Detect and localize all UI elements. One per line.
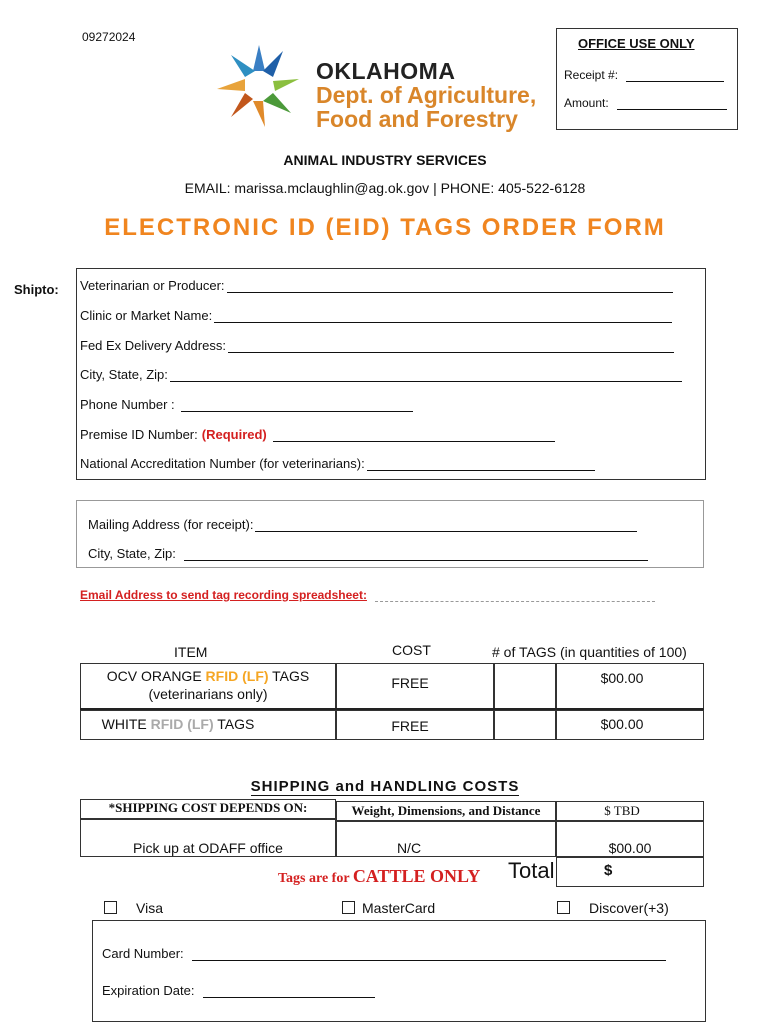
oklahoma-star-logo-icon [214, 40, 304, 130]
depends-label: *SHIPPING COST DEPENDS ON: [108, 800, 308, 815]
mailing-city-field [88, 546, 648, 561]
document-code: 09272024 [82, 30, 136, 44]
clinic-field [80, 308, 672, 323]
phone-line[interactable] [181, 399, 413, 412]
city-field [80, 367, 682, 382]
receipt-label: Receipt #: [564, 68, 619, 82]
pickup-amount: $00.00 [608, 840, 652, 856]
amount-line[interactable] [617, 99, 727, 110]
total-value: $ [604, 862, 613, 879]
item-orange-sub: (veterinarians only) [148, 686, 268, 702]
tbd-value: $ TBD [604, 803, 640, 818]
pickup-cost: N/C [396, 840, 422, 856]
mailing-address-label: Mailing Address (for receipt): [88, 517, 254, 532]
vet-producer-field [80, 278, 673, 293]
expiration-field [102, 983, 375, 998]
mailing-city-label: City, State, Zip: [88, 546, 176, 561]
mastercard-label: MasterCard [362, 900, 436, 916]
item-white-rfid: RFID (LF) [150, 716, 214, 732]
receipt-line[interactable] [626, 71, 724, 82]
email-spreadsheet-label: Email Address to send tag recording spreadsheet: [80, 588, 367, 602]
form-title: ELECTRONIC ID (EID) TAGS ORDER FORM [104, 214, 666, 241]
mailing-address-field [88, 517, 637, 532]
clinic-line[interactable] [214, 310, 672, 323]
card-number-line[interactable] [192, 948, 666, 961]
vet-producer-label: Veterinarian or Producer: [80, 278, 225, 293]
accreditation-label: National Accreditation Number (for veterinarians): [80, 456, 365, 471]
item-orange-post: TAGS [268, 668, 310, 684]
visa-label: Visa [136, 900, 163, 916]
premise-required: (Required) [201, 427, 267, 442]
item-white-post: TAGS [213, 716, 255, 732]
mailing-address-line[interactable] [255, 519, 637, 532]
agency-line-2: Dept. of Agriculture, [316, 82, 537, 108]
item-orange-rfid: RFID (LF) [205, 668, 269, 684]
item-orange-text [80, 668, 336, 684]
cattle-note-pre: Tags are for [278, 871, 353, 886]
receipt-field [564, 68, 724, 82]
qty-cell-orange[interactable] [494, 663, 556, 709]
shipping-title [0, 778, 770, 795]
amount-field [564, 96, 727, 110]
fedex-label: Fed Ex Delivery Address: [80, 338, 226, 353]
cattle-note [278, 866, 480, 887]
department-title: ANIMAL INDUSTRY SERVICES [283, 152, 487, 168]
qty-cell-white[interactable] [494, 710, 556, 740]
amount-label: Amount: [564, 96, 609, 110]
amount-orange: $00.00 [600, 670, 644, 686]
clinic-label: Clinic or Market Name: [80, 308, 213, 323]
premise-line[interactable] [273, 429, 555, 442]
total-label: Total [508, 858, 555, 883]
accreditation-field [80, 456, 595, 471]
item-orange-pre: OCV ORANGE [106, 668, 206, 684]
accreditation-line[interactable] [367, 458, 595, 471]
total-cell [556, 857, 704, 887]
shipping-title-text: SHIPPING and HANDLING COSTS [250, 778, 520, 795]
vet-producer-line[interactable] [227, 280, 673, 293]
office-use-title: OFFICE USE ONLY [578, 36, 695, 51]
visa-checkbox[interactable] [104, 901, 117, 914]
discover-checkbox[interactable] [557, 901, 570, 914]
discover-label: Discover(+3) [589, 900, 669, 916]
expiration-label: Expiration Date: [102, 983, 195, 998]
agency-name: OKLAHOMA [316, 58, 456, 84]
shipto-label: Shipto: [14, 282, 59, 297]
item-header: ITEM [174, 644, 208, 660]
email-spreadsheet-line[interactable] [375, 591, 655, 602]
cattle-note-emph: CATTLE ONLY [352, 866, 481, 886]
fedex-line[interactable] [228, 340, 674, 353]
amount-white: $00.00 [600, 716, 644, 732]
city-label: City, State, Zip: [80, 367, 168, 382]
phone-label: Phone Number : [80, 397, 175, 412]
premise-label: Premise ID Number: [80, 427, 198, 442]
cost-orange: FREE [391, 675, 429, 691]
cost-header: COST [392, 642, 431, 658]
agency-line-3: Food and Forestry [316, 106, 518, 132]
mastercard-checkbox[interactable] [342, 901, 355, 914]
expiration-line[interactable] [203, 985, 375, 998]
phone-field [80, 397, 413, 412]
tags-header: # of TAGS (in quantities of 100) [492, 644, 687, 660]
card-number-field [102, 946, 666, 961]
city-line[interactable] [170, 369, 682, 382]
cost-white: FREE [391, 718, 429, 734]
depends-value: Weight, Dimensions, and Distance [351, 803, 541, 818]
pickup-label: Pick up at ODAFF office [133, 840, 283, 856]
card-box [92, 920, 706, 1022]
item-white-pre: WHITE [101, 716, 151, 732]
card-number-label: Card Number: [102, 946, 184, 961]
premise-field [80, 427, 555, 442]
email-spreadsheet-field [80, 588, 655, 602]
mailing-city-line[interactable] [184, 548, 648, 561]
contact-info: EMAIL: marissa.mclaughlin@ag.ok.gov | PHONE: 405-522-6128 [184, 180, 586, 196]
fedex-field [80, 338, 674, 353]
item-white-text [80, 716, 276, 732]
